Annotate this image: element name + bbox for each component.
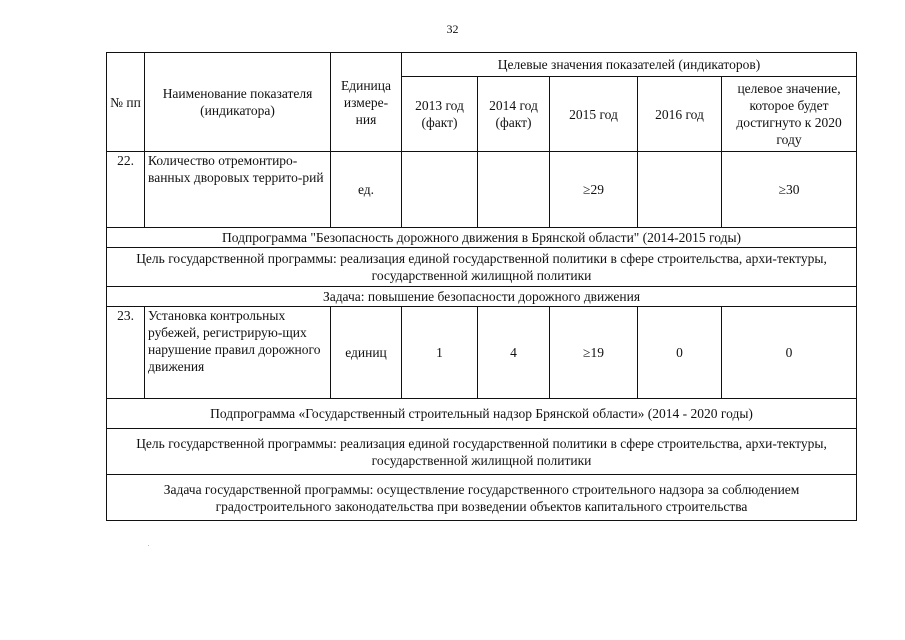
header-unit: Единица измере-ния [331, 53, 402, 152]
header-year-2015: 2015 год [550, 77, 638, 152]
header-indicator-name: Наименование показателя (индикатора) [145, 53, 331, 152]
row-indicator-name: Установка контрольных рубежей, регистрирую-щих нарушение правил дорожного движения [145, 307, 331, 399]
task-title: Задача: повышение безопасности дорожного движения [107, 287, 857, 307]
section-row [107, 228, 857, 248]
row-number: 23. [107, 307, 145, 399]
row-value-2016 [638, 152, 722, 228]
subprogram-title: Подпрограмма "Безопасность дорожного движения в Брянской области" (2014-2015 годы) [107, 228, 857, 248]
subprogram-title: Подпрограмма «Государственный строительный надзор Брянской области» (2014 - 2020 годы) [107, 399, 857, 429]
header-year-2016: 2016 год [638, 77, 722, 152]
scan-speck [148, 545, 149, 546]
section-row [107, 287, 857, 307]
section-row [107, 475, 857, 521]
table-row [107, 152, 857, 228]
row-unit: ед. [331, 152, 402, 228]
header-row-1 [107, 53, 857, 77]
section-row [107, 429, 857, 475]
program-goal: Цель государственной программы: реализация единой государственной политики в сфере строительства, архи-тектуры, государственной жилищной политики [107, 429, 857, 475]
section-row [107, 399, 857, 429]
header-number: № пп [107, 53, 145, 152]
indicators-table [106, 52, 857, 521]
section-row [107, 248, 857, 287]
row-value-2020: ≥30 [722, 152, 857, 228]
row-value-2015: ≥29 [550, 152, 638, 228]
row-value-2014 [478, 152, 550, 228]
page-number: 32 [446, 22, 459, 36]
header-year-2013: 2013 год (факт) [402, 77, 478, 152]
row-value-2020: 0 [722, 307, 857, 399]
row-value-2013 [402, 152, 478, 228]
row-number: 22. [107, 152, 145, 228]
row-indicator-name: Количество отремонтиро-ванных дворовых террито-рий [145, 152, 331, 228]
header-target-2020: целевое значение, которое будет достигнуто к 2020 году [722, 77, 857, 152]
header-year-2014: 2014 год (факт) [478, 77, 550, 152]
header-target-values: Целевые значения показателей (индикаторов) [402, 53, 857, 77]
row-value-2016: 0 [638, 307, 722, 399]
row-value-2015: ≥19 [550, 307, 638, 399]
program-task: Задача государственной программы: осуществление государственного строительного надзора за соблюдением градостроительного законодательства при возведении объектов капитального строительства [107, 475, 857, 521]
program-goal: Цель государственной программы: реализация единой государственной политики в сфере строительства, архи-тектуры, государственной жилищной политики [107, 248, 857, 287]
table-row [107, 307, 857, 399]
row-value-2014: 4 [478, 307, 550, 399]
row-unit: единиц [331, 307, 402, 399]
row-value-2013: 1 [402, 307, 478, 399]
